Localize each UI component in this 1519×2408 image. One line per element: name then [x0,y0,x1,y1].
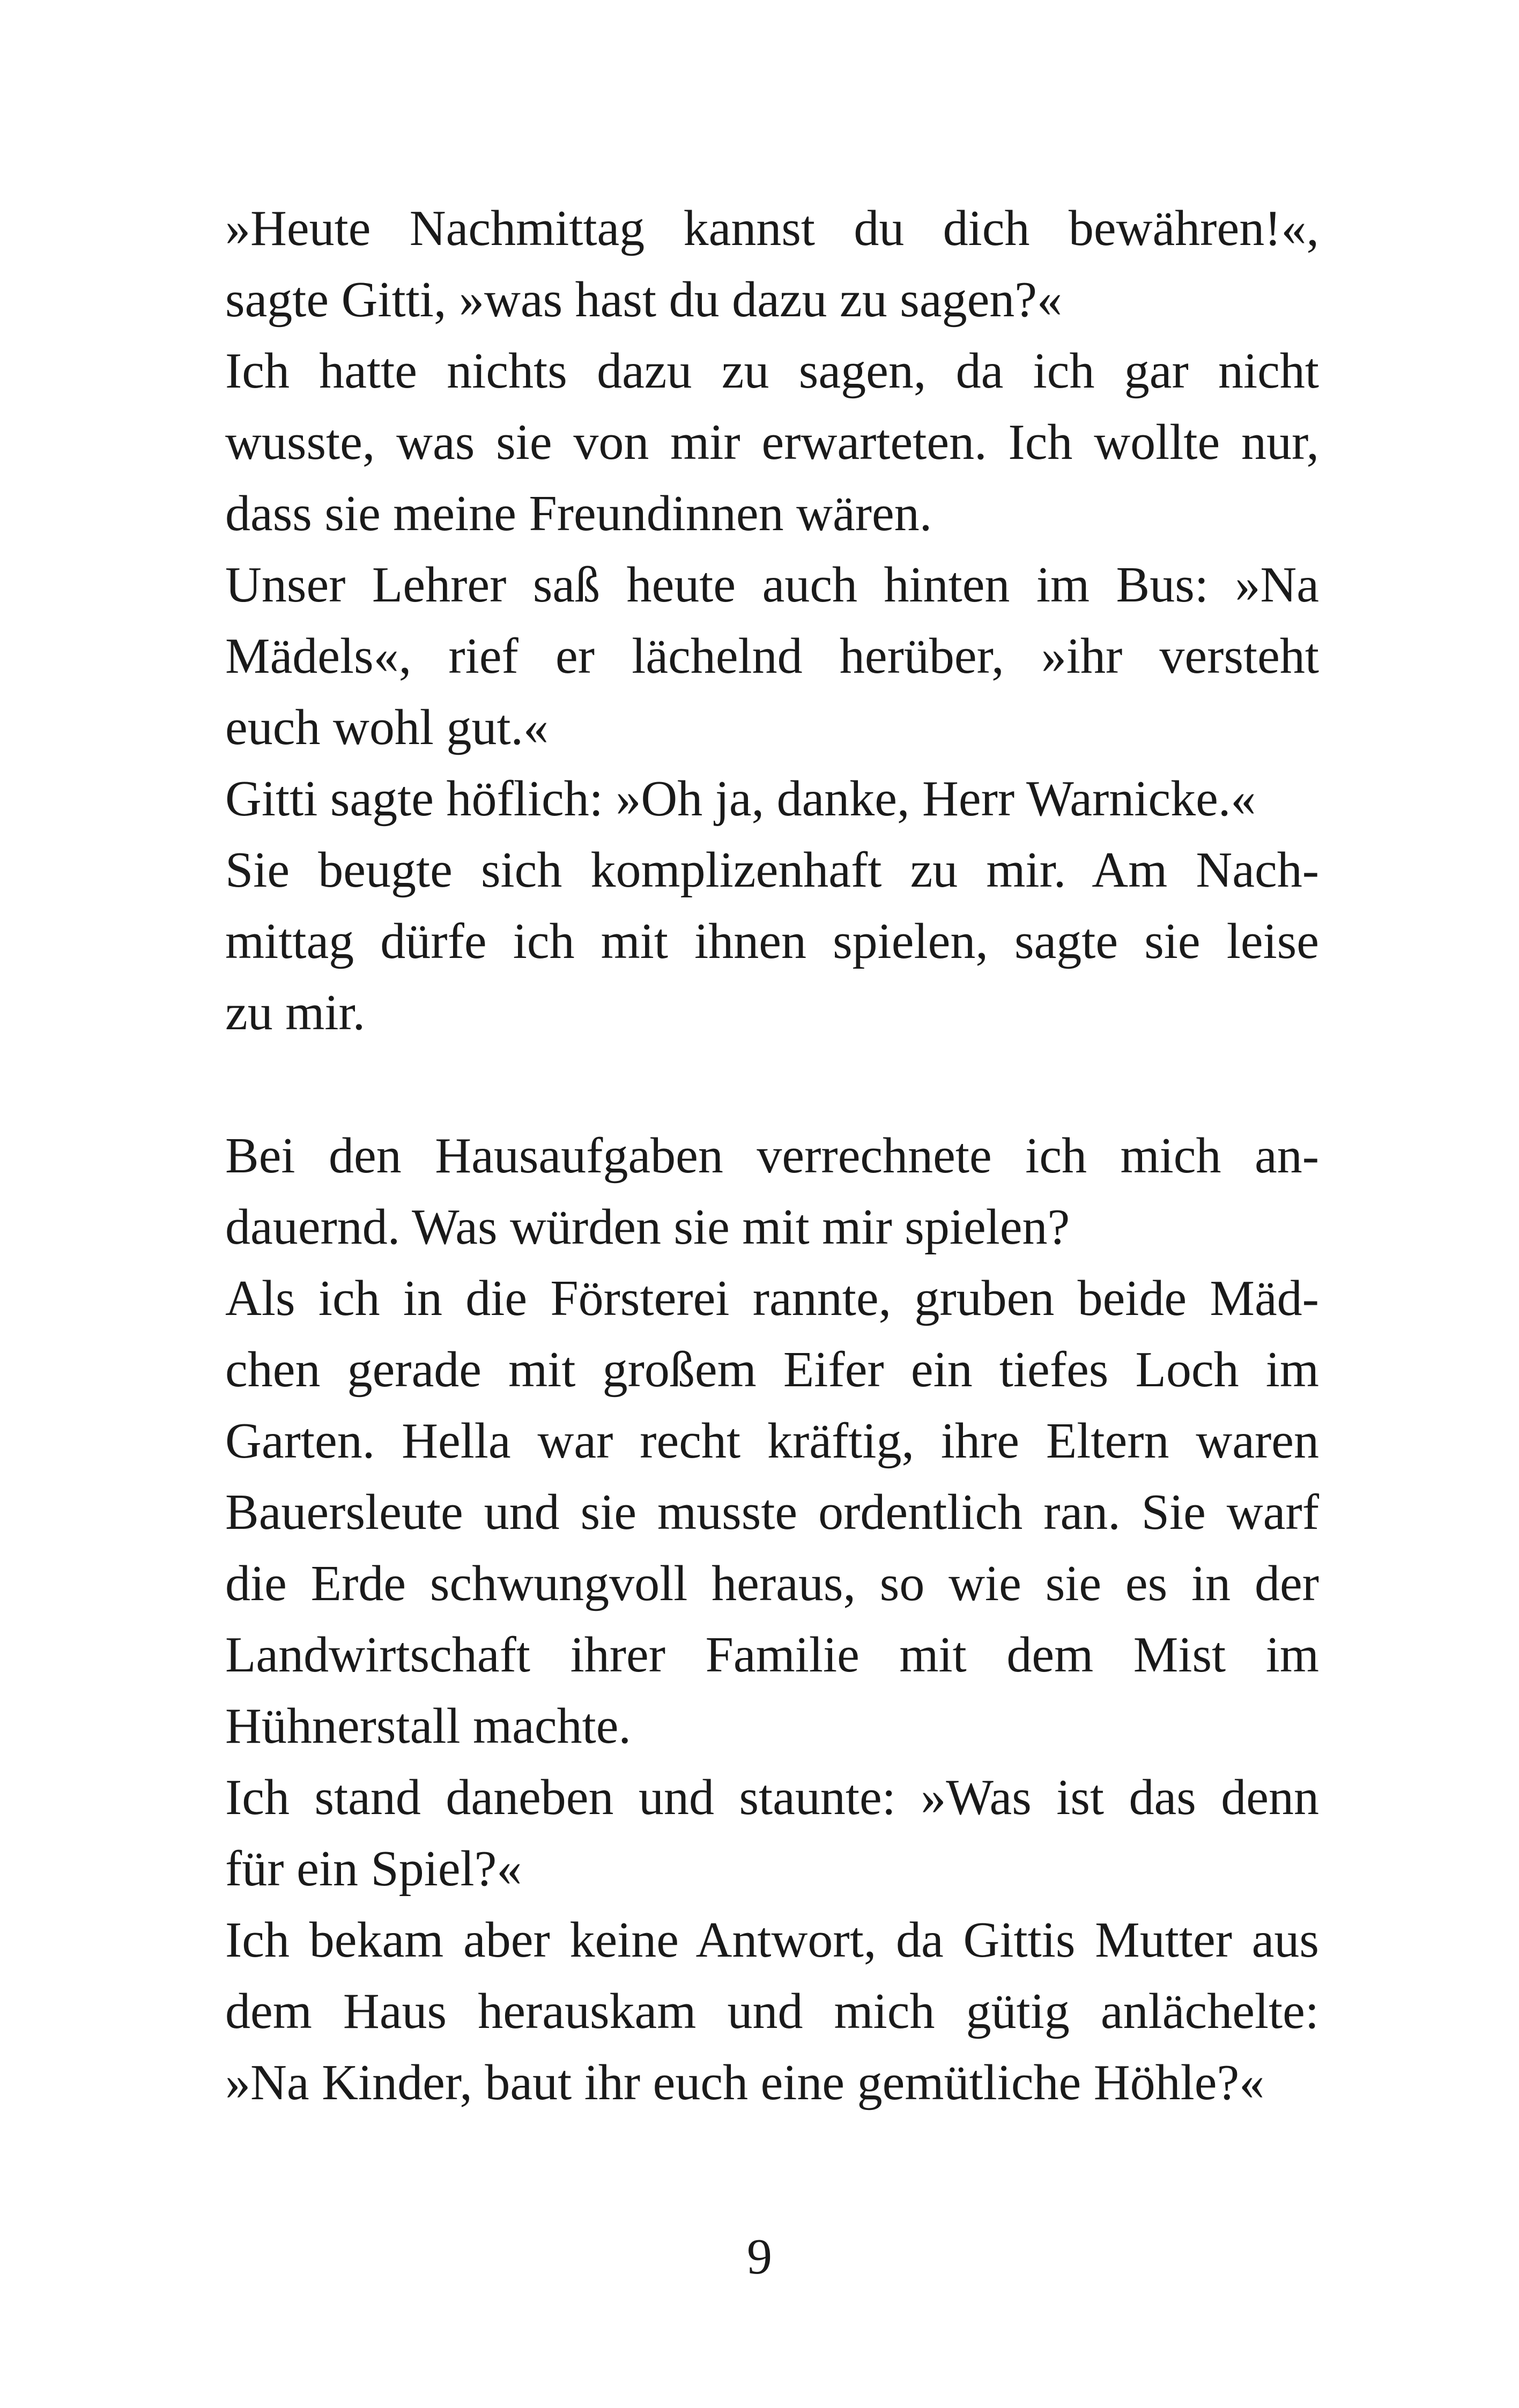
text-line: Unser Lehrer saß heute auch hinten im Bus: »Na [225,557,1319,613]
text-line: dass sie meine Freundinnen wären. [225,486,932,541]
paragraph-8 [225,1762,1319,1905]
text-line: Mädels«, rief er lächelnd herüber, »ihr versteht [225,628,1319,684]
paragraph-6 [225,1120,1319,1263]
paragraph-3 [225,549,1319,763]
text-line: für ein Spiel?« [225,1841,522,1897]
text-line: euch wohl gut.« [225,700,549,755]
text-line: »Na Kinder, baut ihr euch eine gemütliche Höhle?« [225,2055,1265,2110]
paragraph-2 [225,336,1319,549]
text-line: Sie beugte sich komplizenhaft zu mir. Am Nach- [225,842,1319,898]
text-line: zu mir. [225,985,366,1041]
text-line: Bauersleute und sie musste ordentlich ran. Sie warf [225,1484,1319,1540]
text-line: Ich bekam aber keine Antwort, da Gittis Mutter aus [225,1912,1319,1968]
text-line: Garten. Hella war recht kräftig, ihre Eltern waren [225,1413,1319,1469]
text-line: chen gerade mit großem Eifer ein tiefes Loch im [225,1342,1319,1398]
text-line: Gitti sagte höflich: »Oh ja, danke, Herr Warnicke.« [225,771,1256,827]
text-line: Ich stand daneben und staunte: »Was ist das denn [225,1770,1319,1825]
paragraph-1 [225,193,1319,336]
text-line: Hühnerstall machte. [225,1698,631,1754]
paragraph-5 [225,835,1319,1049]
text-block-bottom [225,1120,1319,2119]
text-line: Als ich in die Försterei rannte, gruben beide Mäd- [225,1270,1319,1326]
text-line: dauernd. Was würden sie mit mir spielen? [225,1199,1070,1255]
text-line: sagte Gitti, »was hast du dazu zu sagen?« [225,272,1063,328]
text-block-top [225,193,1319,1049]
paragraph-9 [225,1905,1319,2119]
page-number: 9 [747,2229,772,2285]
text-line: dem Haus herauskam und mich gütig anlächelte: [225,1983,1319,2039]
text-line: »Heute Nachmittag kannst du dich bewähren!«, [225,200,1319,256]
text-line: Ich hatte nichts dazu zu sagen, da ich gar nicht [225,343,1319,399]
paragraph-7 [225,1263,1319,1762]
text-line: die Erde schwungvoll heraus, so wie sie es in der [225,1556,1319,1611]
text-line: Landwirtschaft ihrer Familie mit dem Mist im [225,1627,1319,1683]
text-line: wusste, was sie von mir erwarteten. Ich wollte nur, [225,414,1319,470]
paragraph-4 [225,763,1319,835]
text-line: mittag dürfe ich mit ihnen spielen, sagte sie leise [225,913,1319,969]
text-line: Bei den Hausaufgaben verrechnete ich mich an- [225,1128,1319,1184]
